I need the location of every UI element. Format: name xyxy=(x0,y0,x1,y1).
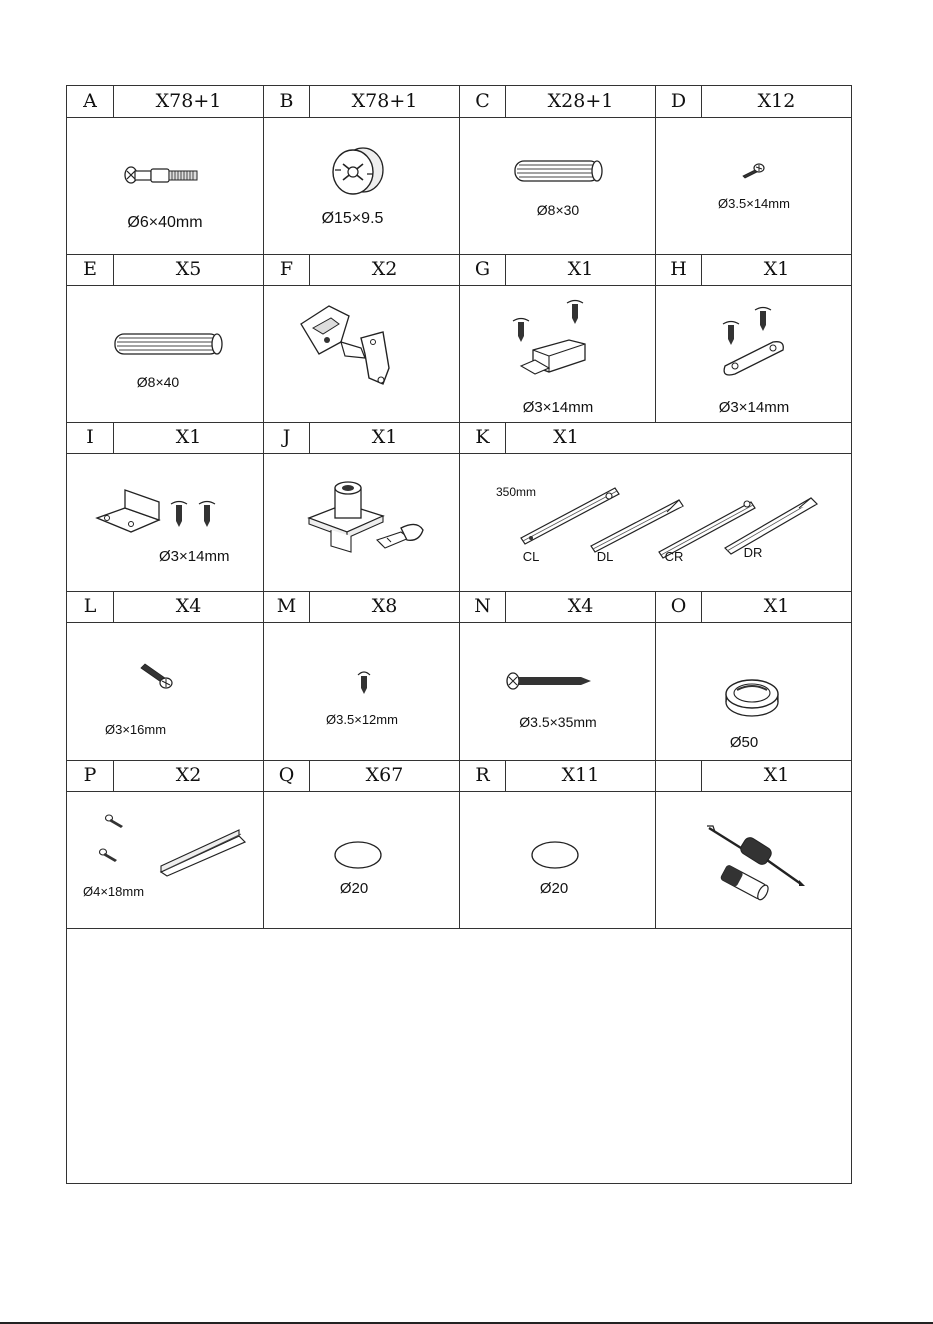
part-caption: Ø20 xyxy=(539,880,569,897)
part-letter: P xyxy=(83,764,97,786)
part-quantity: X2 xyxy=(175,764,202,786)
part-caption: Ø3×14mm xyxy=(159,548,230,565)
part-letter: N xyxy=(474,595,491,617)
rail-with-screws-icon xyxy=(99,814,249,876)
part-letter: A xyxy=(83,90,97,112)
part-letter: F xyxy=(279,258,294,280)
screw-icon xyxy=(723,322,739,346)
part-letter xyxy=(656,760,701,791)
slide-label-dl: DL xyxy=(596,549,614,564)
part-quantity: X12 xyxy=(757,90,796,112)
grommet-icon xyxy=(723,678,781,720)
part-quantity: X67 xyxy=(365,764,404,786)
part-quantity: X8 xyxy=(371,595,398,617)
part-letter: C xyxy=(475,90,490,112)
hinge-icon xyxy=(299,302,399,394)
part-letter: M xyxy=(276,595,297,617)
screw-icon xyxy=(739,162,767,180)
part-quantity: X1 xyxy=(763,595,790,617)
part-letter: K xyxy=(475,426,490,448)
part-quantity: X4 xyxy=(175,595,202,617)
part-letter: J xyxy=(282,426,291,448)
screw-icon xyxy=(199,502,215,528)
part-quantity: X78+1 xyxy=(155,90,222,112)
part-quantity: X1 xyxy=(763,258,790,280)
cam-bolt-icon xyxy=(123,162,203,188)
slide-label-dr: DR xyxy=(743,545,763,560)
screw-icon xyxy=(357,670,371,696)
part-quantity: X1 xyxy=(763,764,790,786)
part-letter: D xyxy=(670,90,687,112)
part-quantity: X28+1 xyxy=(547,90,614,112)
part-quantity: X1 xyxy=(371,426,398,448)
part-letter: I xyxy=(86,426,94,448)
part-letter: L xyxy=(83,595,97,617)
part-caption: Ø3×16mm xyxy=(105,722,167,737)
part-letter: R xyxy=(475,764,490,786)
part-caption: Ø6×40mm xyxy=(127,214,203,231)
part-caption: Ø8×30 xyxy=(536,202,580,218)
part-quantity: X11 xyxy=(561,764,600,786)
part-caption: Ø3.5×12mm xyxy=(326,712,398,727)
slide-label-cl: CL xyxy=(522,549,540,564)
part-quantity: X4 xyxy=(567,595,594,617)
part-quantity: X1 xyxy=(567,258,594,280)
screw-icon xyxy=(100,849,118,862)
l-bracket-icon xyxy=(97,490,227,554)
part-letter: G xyxy=(474,258,491,280)
magnetic-catch-icon xyxy=(513,298,599,384)
screw-icon xyxy=(755,308,771,332)
part-letter: B xyxy=(279,90,294,112)
part-letter: Q xyxy=(278,764,295,786)
part-quantity: X1 xyxy=(553,426,579,448)
part-quantity: X2 xyxy=(371,258,398,280)
cam-lock-icon xyxy=(329,144,389,200)
screw-icon xyxy=(513,319,529,343)
part-caption: Ø8×40 xyxy=(136,374,180,390)
part-letter: H xyxy=(670,258,687,280)
part-quantity: X1 xyxy=(175,426,202,448)
part-caption: Ø3.5×35mm xyxy=(519,714,597,730)
part-quantity: X78+1 xyxy=(351,90,418,112)
drawer-slides-icon xyxy=(511,468,831,558)
part-letter: O xyxy=(670,595,687,617)
part-caption: Ø50 xyxy=(729,734,759,751)
part-letter: E xyxy=(83,258,97,280)
screw-icon xyxy=(106,815,124,828)
hardware-parts-sheet xyxy=(66,85,852,1184)
screw-icon xyxy=(567,301,583,325)
drawer-lock-icon xyxy=(305,480,429,560)
strike-plate-icon xyxy=(717,304,797,382)
part-caption: Ø4×18mm xyxy=(83,884,145,899)
part-caption: Ø20 xyxy=(339,880,369,897)
wood-dowel-icon xyxy=(511,158,607,184)
cover-cap-icon xyxy=(530,840,580,870)
wood-dowel-icon xyxy=(111,330,227,358)
slide-label-cr: CR xyxy=(664,549,684,564)
screw-icon xyxy=(171,502,187,528)
part-caption: Ø3×14mm xyxy=(522,399,594,416)
part-caption: Ø3×14mm xyxy=(718,399,790,416)
part-caption: Ø3.5×14mm xyxy=(718,196,790,211)
part-caption: Ø15×9.5 xyxy=(321,210,384,227)
grid-line xyxy=(67,928,851,929)
slide-length-label: 350mm xyxy=(496,485,537,499)
part-quantity: X5 xyxy=(175,258,202,280)
screw-icon xyxy=(139,664,175,692)
screwdriver-icon xyxy=(707,826,807,906)
cover-cap-icon xyxy=(333,840,383,870)
long-screw-icon xyxy=(505,670,593,692)
